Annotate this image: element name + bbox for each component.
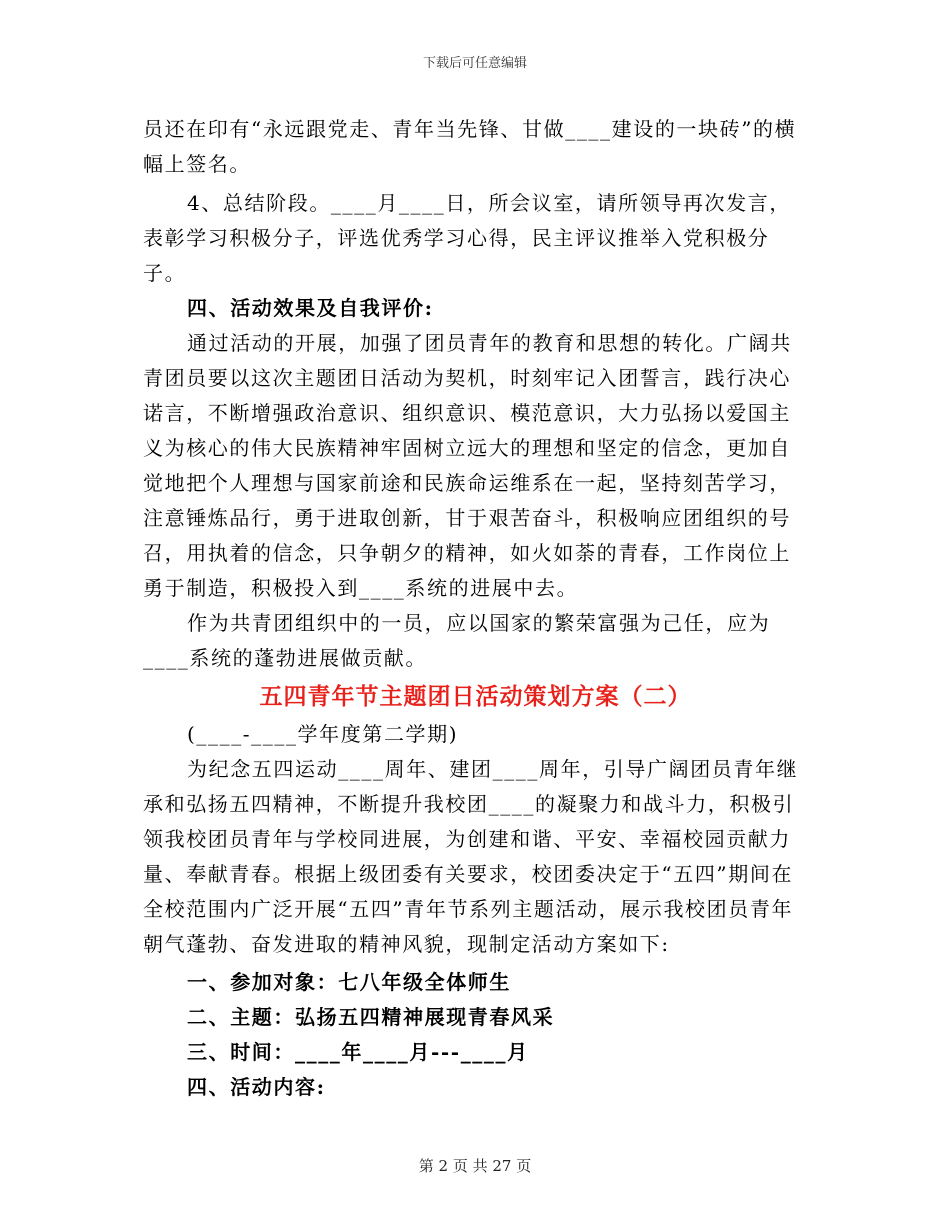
section-heading-evaluation: 四、活动效果及自我评价: — [187, 296, 434, 320]
paragraph-summary-stage: 4、总结阶段。____月____日，所会议室，请所领导再次发言，表彰学习积极分子，评选优秀学习心得，民主评议推举入党积极分子。 — [143, 191, 791, 285]
term-line: (____-____学年度第二学期) — [187, 722, 459, 746]
item-time: 三、时间：____年____月---____月 — [187, 1040, 529, 1064]
paragraph-league-member: 作为共青团组织中的一员，应以国家的繁荣富强为己任，应为____系统的蓬勃进展做贡献。 — [143, 611, 771, 670]
paragraph-introduction: 为纪念五四运动____周年、建团____周年，引导广阔团员青年继承和弘扬五四精神，不断提升我校团____的凝聚力和战斗力，积极引领我校团员青年与学校同进展，为创建和谐、平安、幸福校园贡献力量、奉献青春。根据上级团委有关要求，校团委决定于“五四”期间在全校范围内广泛开展“五四”青年节系列主题活动，展示我校团员青年朝气蓬勃、奋发进取的精神风貌，现制定活动方案如下: — [143, 757, 799, 956]
paragraph-activity-effect: 通过活动的开展，加强了团员青年的教育和思想的转化。广阔共青团员要以这次主题团日活动为契机，时刻牢记入团誓言，践行决心诺言，不断增强政治意识、组织意识、模范意识，大力弘扬以爱国主义为核心的伟大民族精神牢固树立远大的理想和坚定的信念，更加自觉地把个人理想与国家前途和民族命运维系在一起，坚持刻苦学习，注意锤炼品行，勇于进取创新，甘于艰苦奋斗，积极响应团组织的号召，用执着的信念，只争朝夕的精神，如火如荼的青春，工作岗位上勇于制造，积极投入到____系统的进展中去。 — [143, 331, 792, 600]
section-title: 五四青年节主题团日活动策划方案（二） — [259, 683, 692, 710]
document-body — [143, 112, 808, 1105]
item-activity-content: 四、活动内容: — [187, 1075, 326, 1099]
item-participants: 一、参加对象：七八年级全体师生 — [187, 970, 511, 994]
page-header-note: 下载后可任意编辑 — [422, 56, 527, 71]
page-number: 第 2 页 共 27 页 — [418, 1157, 532, 1175]
paragraph-signature: 员还在印有“永远跟党走、青年当先锋、甘做____建设的一块砖”的横幅上签名。 — [143, 117, 797, 176]
item-theme: 二、主题：弘扬五四精神展现青春风采 — [187, 1005, 555, 1029]
